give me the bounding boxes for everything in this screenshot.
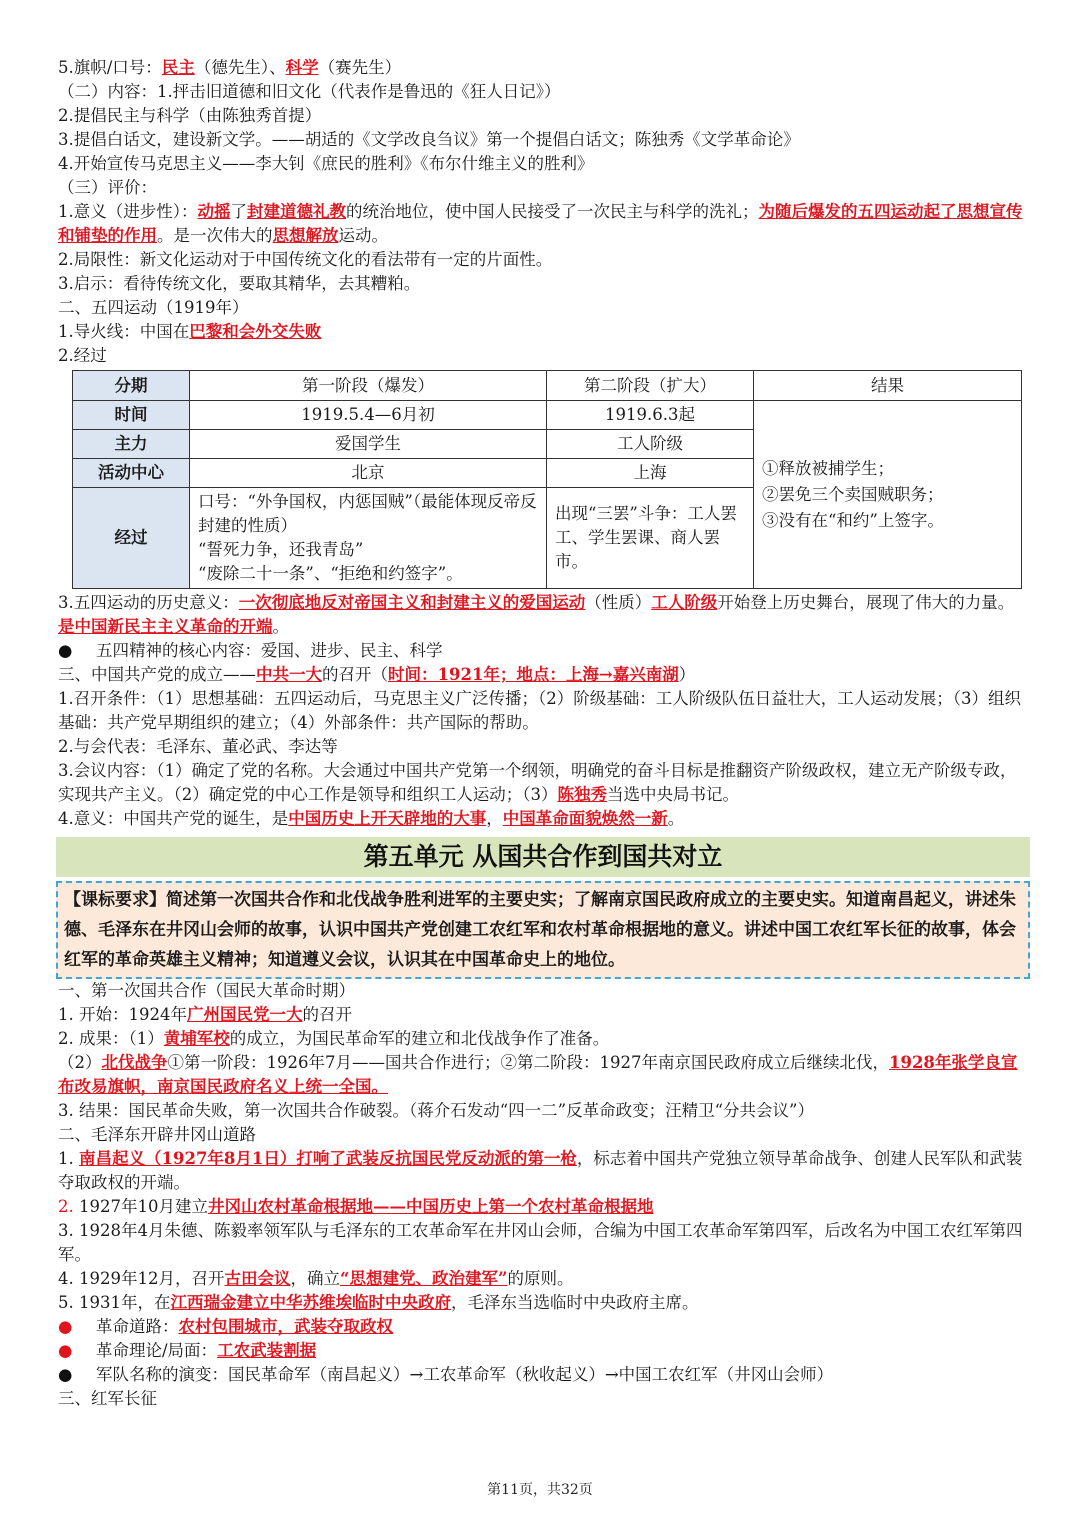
cell-text: “誓死力争，还我青岛”	[198, 540, 364, 559]
highlight: 动摇	[197, 202, 231, 221]
bullet-icon: ●	[58, 641, 73, 660]
text: 。是一次伟大的	[157, 226, 273, 245]
text: 革命道路：	[96, 1317, 179, 1336]
text-line	[58, 56, 1028, 80]
text: 1927年10月建立	[73, 1197, 208, 1216]
text: 3.五四运动的历史意义：	[58, 593, 239, 612]
highlight: 工人阶级	[651, 593, 718, 612]
highlight: “思想建党、政治建军”	[339, 1269, 508, 1288]
table-row-label: 主力	[73, 430, 190, 459]
highlight: 巴黎和会外交失败	[189, 322, 322, 341]
table-cell: 北京	[190, 459, 547, 488]
text: 的原则。	[507, 1269, 574, 1288]
bullet-icon: ●	[58, 1317, 73, 1336]
cell-text: “废除二十一条”、“拒绝和约签字”。	[198, 564, 463, 583]
highlight: 是中国新民主主义革命的开端	[58, 617, 273, 636]
section-heading: 一、第一次国共合作（国民大革命时期）	[58, 981, 355, 1000]
highlight: 陈独秀	[557, 785, 607, 804]
table-row-label: 活动中心	[73, 459, 190, 488]
table-header: 第二阶段（扩大）	[547, 371, 754, 401]
bullet-line	[58, 639, 1028, 663]
text: 2. 成果：（1）	[58, 1029, 164, 1048]
bullet-icon: ●	[58, 1365, 73, 1384]
text-line: 3.提倡白话文，建设新文学。——胡适的《文学改良刍议》第一个提倡白话文；陈独秀《文学革命论》	[58, 130, 800, 149]
highlight: 科学	[285, 58, 319, 77]
section-heading: 三、红军长征	[58, 1389, 157, 1408]
text: 4. 1929年12月，召开	[58, 1269, 225, 1288]
text: 1.意义（进步性）：	[58, 202, 198, 221]
table-header: 第一阶段（爆发）	[190, 371, 547, 401]
text: （德先生）、	[194, 58, 286, 77]
text: ①第一阶段：1926年7月——国共合作进行；②第二阶段：1927年南京国民政府成立后继续北伐，	[167, 1053, 889, 1072]
text: 革命理论/局面：	[96, 1341, 218, 1360]
page-footer: 第11页，共32页	[487, 1482, 593, 1498]
text-line: （二）内容：1.抨击旧道德和旧文化（代表作是鲁迅的《狂人日记》）	[58, 82, 561, 101]
text: ，	[486, 809, 503, 828]
table-cell: 爱国学生	[190, 430, 547, 459]
section-heading: 二、毛泽东开辟井冈山道路	[58, 1125, 256, 1144]
text-line: 3.启示：看待传统文化，要取其精华，去其糟粕。	[58, 274, 421, 293]
text: 的统治地位，使中国人民接受了一次民主与科学的洗礼；	[346, 202, 759, 221]
text: 军队名称的演变：国民革命军（南昌起义）→工农革命军（秋收起义）→中国工农红军（井冈山会师）	[96, 1365, 834, 1384]
text: ，确立	[290, 1269, 340, 1288]
text: 当选中央局书记。	[607, 785, 739, 804]
text: ，毛泽东当选临时中央政府主席。	[450, 1293, 699, 1312]
table-row-label: 经过	[73, 488, 190, 589]
result-item: ②罢免三个卖国贼职务；	[762, 484, 944, 504]
highlight: 中共一大	[256, 665, 322, 684]
table-cell	[190, 488, 547, 589]
text-line: （三）评价：	[58, 178, 157, 197]
text: 的成立，为国民革命军的建立和北伐战争作了准备。	[229, 1029, 610, 1048]
result-item: ①释放被捕学生；	[762, 458, 894, 478]
highlight: 江西瑞金建立中华苏维埃临时中央政府	[170, 1293, 451, 1312]
text-line	[58, 1267, 1028, 1291]
text-paragraph: 1.召开条件：（1）思想基础：五四运动后，马克思主义广泛传播；（2）阶级基础：工人阶级队伍日益壮大，工人运动发展；（3）组织基础：共产党早期组织的建立；（4）外部条件：共产国际的帮助。	[58, 689, 1021, 732]
table-cell: 出现“三罢”斗争：工人罢工、学生罢课、商人罢市。	[547, 488, 754, 589]
document-page	[58, 56, 1028, 1411]
text-line	[58, 1291, 1028, 1315]
requirement-box: 【课标要求】简述第一次国共合作和北伐战争胜利进军的主要史实；了解南京国民政府成立的主要史实。知道南昌起义，讲述朱德、毛泽东在井冈山会师的故事，认识中国共产党创建工农红军和农村革命根据地的意义。讲述中国工农红军长征的故事，体会红军的革命英雄主义精神；知道遵义会议，认识其在中国革命史上的地位。	[56, 881, 1030, 979]
text-line: 2.经过	[58, 346, 107, 365]
text: （性质）	[585, 593, 652, 612]
text: 1.导火线：中国在	[58, 322, 190, 341]
text-line	[58, 1195, 1028, 1219]
text-paragraph	[58, 1051, 1028, 1099]
highlight: 井冈山农村革命根据地——中国历史上第一个农村革命根据地	[207, 1197, 654, 1216]
highlight: 农村包围城市，武装夺取政权	[178, 1317, 393, 1336]
highlight: 时间：1921年；地点：上海→嘉兴南湖	[388, 665, 679, 684]
highlight: 为随后爆发的五四运动起了思想宣传和铺垫的作用	[58, 202, 1023, 245]
bullet-line	[58, 1363, 1028, 1387]
highlight: 中国历史上开天辟地的大事	[288, 809, 487, 828]
text-line: 2.局限性：新文化运动对于中国传统文化的看法带有一定的片面性。	[58, 250, 553, 269]
table-cell: 1919.5.4—6月初	[190, 401, 547, 430]
text: 的召开（	[322, 665, 388, 684]
text-paragraph	[58, 759, 1028, 807]
text: 3.会议内容：（1）确定了党的名称。大会通过中国共产党第一个纲领，明确党的奋斗目标是推翻资产阶级政权，建立无产阶级专政，实现共产主义。（2）确定党的中心工作是领导和组织工人运动；（3）	[58, 761, 1017, 804]
text: ）	[678, 665, 696, 684]
bullet-line	[58, 1315, 1028, 1339]
text: 开始登上历史舞台，展现了伟大的力量。	[717, 593, 1015, 612]
text: 三、中国共产党的成立——	[58, 665, 256, 684]
highlight: 民主	[161, 58, 195, 77]
highlight: 封建道德礼教	[247, 202, 346, 221]
highlight: 古田会议	[224, 1269, 291, 1288]
text: （2）	[58, 1053, 102, 1072]
text: 运动。	[338, 226, 388, 245]
cell-text: 口号：“外争国权，内惩国贼”（最能体现反帝反封建的性质）	[198, 492, 537, 535]
highlight: 广州国民党一大	[186, 1005, 303, 1024]
text: 1. 开始：1924年	[58, 1005, 187, 1024]
table-cell: 1919.6.3起	[547, 401, 754, 430]
text: 五四精神的核心内容：爱国、进步、民主、科学	[96, 641, 443, 660]
table-cell-result	[754, 401, 1022, 589]
highlight: 中国革命面貌焕然一新	[502, 809, 668, 828]
highlight: 黄埔军校	[163, 1029, 230, 1048]
text-line	[58, 1027, 1028, 1051]
text-line: 4.开始宣传马克思主义——李大钊《庶民的胜利》《布尔什维主义的胜利》	[58, 154, 594, 173]
text-paragraph	[58, 1147, 1028, 1195]
text-line	[58, 807, 1028, 831]
bullet-icon: ●	[58, 1341, 73, 1360]
text: 4.意义：中国共产党的诞生，是	[58, 809, 289, 828]
highlight: 北伐战争	[101, 1053, 168, 1072]
highlight: 1928年张学良宣布改易旗帜，南京国民政府名义上统一全国。	[58, 1053, 1018, 1096]
text: 2.	[58, 1197, 74, 1216]
text: 了	[230, 202, 247, 221]
text-paragraph: 3. 1928年4月朱德、陈毅率领军队与毛泽东的工农革命军在井冈山会师，合编为中国工农革命军第四军，后改名为中国工农红军第四军。	[58, 1221, 1023, 1264]
highlight: 思想解放	[272, 226, 339, 245]
table-cell: 上海	[547, 459, 754, 488]
text-paragraph	[58, 200, 1028, 248]
text: 5.旗帜/口号：	[58, 58, 162, 77]
text: （赛先生）	[318, 58, 402, 77]
section-heading: 二、五四运动（1919年）	[58, 298, 249, 317]
table-row-label: 时间	[73, 401, 190, 430]
text: 的召开	[302, 1005, 352, 1024]
highlight: 工农武装割据	[217, 1341, 317, 1360]
text: 。	[667, 809, 685, 828]
unit-title: 第五单元 从国共合作到国共对立	[56, 837, 1030, 877]
text-paragraph	[58, 591, 1028, 639]
bullet-line	[58, 1339, 1028, 1363]
text-line: 2.提倡民主与科学（由陈独秀首提）	[58, 106, 322, 125]
result-item: ③没有在“和约”上签字。	[762, 510, 944, 530]
text: 1.	[58, 1149, 79, 1168]
text: 5. 1931年，在	[58, 1293, 171, 1312]
table-header: 分期	[73, 371, 190, 401]
table-cell: 工人阶级	[547, 430, 754, 459]
text-line	[58, 320, 1028, 344]
text: ，标志着中国共产党独立领导革命战争、创建人民军队和武装夺取政权的开端。	[58, 1149, 1023, 1192]
text-line: 3. 结果：国民革命失败，第一次国共合作破裂。（蒋介石发动“四一二”反革命政变；汪精卫“分共会议”）	[58, 1101, 814, 1120]
highlight: 一次彻底地反对帝国主义和封建主义的爱国运动	[238, 593, 586, 612]
text: 。	[272, 617, 289, 636]
highlight: 南昌起义（1927年8月1日）打响了武装反抗国民党反动派的第一枪	[79, 1149, 577, 1168]
table-header: 结果	[754, 371, 1022, 401]
section-heading	[58, 663, 1028, 687]
may-fourth-table	[72, 370, 1022, 589]
text-line: 2.与会代表：毛泽东、董必武、李达等	[58, 737, 338, 756]
text-line	[58, 1003, 1028, 1027]
